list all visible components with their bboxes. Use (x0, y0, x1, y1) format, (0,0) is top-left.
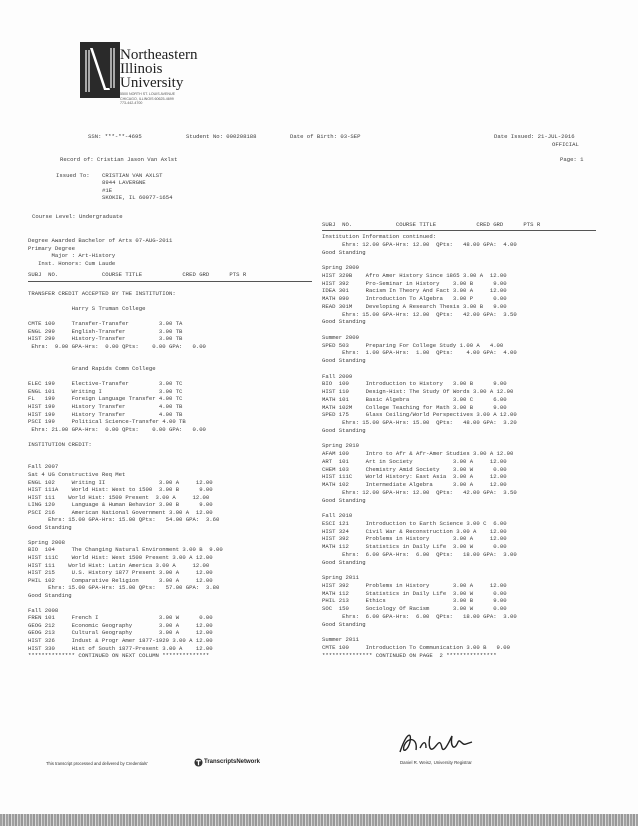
transcript-line: HIST 199 History Transfer 4.00 TB (28, 410, 183, 418)
transcript-line: HIST 392 Problems in History 3.00 A 12.00 (322, 535, 507, 543)
transcript-line: AFAM 100 Intro to Afr & Afr-Amer Studies 3.00 A 12.00 (322, 450, 514, 457)
left-column-header: SUBJ NO. COURSE TITLE CRED GRD PTS R (28, 271, 247, 278)
transcript-line: MATH 102 Intermediate Algebra 3.00 A 12.00 (322, 481, 507, 488)
ssn: SSN: ***-**-4695 (88, 133, 142, 140)
transcript-line: Good Standing (28, 523, 72, 531)
transcript-line (28, 350, 318, 358)
date-of-birth: Date of Birth: 03-SEP (290, 133, 361, 140)
transcript-line: Summer 2011 (322, 636, 359, 643)
transcript-line: Fall 2008 (28, 606, 59, 614)
transcript-line: ENGL 101 Writing I 3.00 TC (28, 387, 183, 395)
transcript-line: Institution Information continued: (322, 233, 437, 240)
transcript-line: Good Standing (322, 318, 366, 326)
left-column (28, 237, 318, 660)
transcript-line: Primary Degree (28, 244, 75, 252)
transcript-line: Inst. Honors: Cum Laude (28, 259, 116, 267)
issued-to-address (102, 172, 173, 202)
transcript-line: Spring 2008 (28, 538, 65, 546)
transcript-line: CHEM 103 Chemistry Amid Society 3.00 W 0.00 (322, 465, 507, 473)
transcript-line: Fall 2009 (322, 372, 353, 380)
transcript-line: MATH 112 Statistics in Daily Life 3.00 W 0.00 (322, 543, 507, 550)
transcripts-network-label: TranscriptsNetwork (204, 759, 261, 765)
transcript-line (28, 531, 318, 539)
transcript-line: Good Standing (322, 558, 366, 566)
transcript-line: CMTE 100 Transfer-Transfer 3.00 TA (28, 320, 183, 328)
transcript-line: Degree Awarded Bachelor of Arts 07-AUG-2011 (28, 237, 173, 244)
transcript-line: Ehrs: 1.00 GPA-Hrs: 1.00 QPts: 4.00 GPA: 4.00 (322, 349, 517, 357)
transcript-line (322, 435, 612, 443)
page-number: Page: 1 (560, 156, 584, 163)
transcript-line: FREN 101 French I 3.00 W 0.00 (28, 614, 213, 622)
transcript-line: Good Standing (28, 591, 72, 599)
issued-to-line: #1E (102, 186, 113, 194)
transcript-line: Ehrs: 12.00 GPA-Hrs: 12.00 QPts: 48.00 GPA: 4.00 (322, 240, 517, 248)
transcript-line: MATH 112 Statistics in Daily Life 3.00 W 0.00 (322, 589, 507, 597)
issued-to-label: Issued To: (56, 172, 90, 179)
transcript-line (28, 297, 318, 305)
transcript-line: ENGL 299 English-Transfer 3.00 TB (28, 327, 183, 335)
transcript-line: BIO 104 The Changing Natural Environment 3.00 B 9.00 (28, 546, 223, 554)
right-column (322, 233, 612, 659)
transcript-line: SOC 150 Sociology Of Racism 3.00 W 0.00 (322, 605, 507, 612)
transcript-line: HIST 215 U.S. History 1877 Present 3.00 A 12.00 (28, 569, 213, 577)
transcript-line (322, 566, 612, 574)
issued-to-line: 8944 LAVERGNE (102, 179, 146, 187)
transcript-line: HIST 111C World Hist: West 1500 Present 3.00 A 12.00 (28, 553, 213, 561)
transcript-line: Ehrs: 6.00 GPA-Hrs: 6.00 QPts: 18.00 GPA: 3.00 (322, 612, 517, 620)
transcript-line (28, 358, 318, 366)
transcript-line: READ 301M Developing A Research Thesis 3.00 B 9.00 (322, 302, 507, 310)
transcript-line (28, 448, 318, 456)
transcript-line: HIST 111 World Hist: Latin America 3.00 A 12.00 (28, 561, 210, 569)
transcript-line: Good Standing (322, 248, 366, 256)
university-address (120, 92, 175, 106)
scan-edge (0, 814, 638, 826)
transcript-line: Sat 4 UG Constructive Req Met (28, 470, 126, 478)
transcript-line: IDEA 301 Racism In Theory And Fact 3.00 A 12.00 (322, 287, 507, 295)
transcript-line: HIST 111C World History: East Asia 3.00 A 12.00 (322, 473, 507, 481)
transcript-line: HIST 299 History-Transfer 3.00 TB (28, 335, 183, 343)
transcript-line: LING 120 Language & Human Behavior 3.00 B 9.00 (28, 501, 213, 509)
transcript-line: GEOG 213 Cultural Geography 3.00 A 12.00 (28, 629, 213, 637)
transcript-line: Ehrs: 9.00 GPA-Hrs: 0.00 QPts: 0.00 GPA: 0.00 (28, 342, 206, 350)
transcript-line (28, 373, 318, 381)
transcript-line (28, 456, 318, 464)
transcript-line: Fall 2007 (28, 463, 59, 471)
transcript-line: HIST 326 Indust & Progr Amer 1877-1929 3.00 A 12.00 (28, 636, 213, 644)
right-column-header: SUBJ NO. COURSE TITLE CRED GRD PTS R (322, 221, 541, 228)
transcript-line: HIST 111A World Hist: West to 1500 3.00 B 9.00 (28, 486, 213, 494)
transcript-line: *************** CONTINUED ON PAGE 2 *************** (322, 651, 497, 659)
transcript-line (28, 433, 318, 441)
transcript-line: CMTE 100 Introduction To Communication 3.00 B 9.00 (322, 643, 510, 651)
transcript-line (28, 275, 318, 283)
address-line: CHICAGO, ILLINOIS 60625-4699 (120, 96, 174, 101)
transcript-line: MATH 101 Basic Algebra 3.00 C 6.00 (322, 395, 507, 403)
transcript-line: Ehrs: 15.00 GPA-Hrs: 15.00 QPts: 54.00 GPA: 3.60 (28, 516, 220, 524)
transcript-line: BIO 100 Introduction to History 3.00 B 9.00 (322, 380, 507, 388)
transcript-line: INSTITUTION CREDIT: (28, 440, 92, 448)
transcript-line: Spring 2011 (322, 574, 359, 581)
transcript-line: PHIL 102 Comparative Religion 3.00 A 12.00 (28, 576, 213, 584)
transcript-line: PHIL 213 Ethics 3.00 B 9.00 (322, 597, 507, 605)
issued-to-line: SKOKIE, IL 60077-1654 (102, 194, 173, 202)
course-level: Course Level: Undergraduate (32, 213, 123, 220)
transcript-line (322, 256, 612, 264)
transcript-line: HIST 392 Pro-Seminar in History 3.00 B 9.00 (322, 279, 507, 287)
transcript-line: SPED 175 Glass Ceiling/World Perspectives 3.00 A 12.00 (322, 411, 517, 419)
transcript-line: ELEC 199 Elective-Transfer 3.00 TC (28, 380, 183, 388)
official-stamp: OFFICIAL (552, 141, 579, 148)
transcript-line (28, 282, 318, 290)
university-name-line-3: University (120, 75, 184, 91)
transcripts-network-logo-icon (194, 758, 203, 767)
transcript-line: Major : Art-History (28, 252, 116, 260)
date-issued: Date Issued: 21-JUL-2016 (494, 133, 575, 140)
transcript-line: ENGL 102 Writing II 3.00 A 12.00 (28, 478, 213, 486)
transcript-line: Ehrs: 15.00 GPA-Hrs: 15.00 QPts: 48.00 GPA: 3.20 (322, 419, 517, 426)
transcript-line: PSCI 199 Political Science-Transfer 4.00 TB (28, 418, 186, 426)
transcript-line: Good Standing (322, 620, 366, 628)
transcript-line: MATH 090 Introduction To Algebra 3.00 P 0.00 (322, 295, 507, 302)
transcript-line: Summer 2009 (322, 333, 359, 341)
transcript-line: Harry S Truman College (28, 304, 146, 312)
transcript-line: GEOG 212 Economic Geography 3.00 A 12.00 (28, 621, 213, 629)
address-line: 773-442-4700 (120, 101, 143, 106)
transcript-line (322, 628, 612, 636)
transcript-line: Grand Rapids Comm College (28, 365, 156, 373)
registrar-signature-icon (396, 728, 476, 758)
transcript-line: PSCI 216 American National Government 3.00 A 12.00 (28, 508, 213, 516)
record-of: Record of: Cristian Jason Van Axlst (60, 156, 178, 163)
transcript-line: HIST 324 Civil War & Reconstruction 3.00 A 12.00 (322, 527, 507, 535)
neiu-logo-icon (80, 42, 120, 98)
registrar-name: Daniel R. Weisz, University Registrar (400, 760, 472, 765)
transcript-line (28, 267, 318, 275)
transcript-line: ************** CONTINUED ON NEXT COLUMN ************** (28, 652, 210, 660)
transcript-line: HIST 199 History Transfer 4.00 TB (28, 403, 183, 411)
transcript-line: Spring 2009 (322, 264, 359, 271)
transcript-line (322, 504, 612, 512)
transcript-line: Ehrs: 12.00 GPA-Hrs: 12.00 QPts: 42.00 GPA: 3.50 (322, 488, 517, 496)
transcript-line: SPED 503 Preparing For College Study 1.00 A 4.00 (322, 341, 504, 349)
university-name-line-1: Northeastern (120, 47, 198, 63)
student-number: Student No: 000208188 (186, 133, 257, 140)
transcript-line: Good Standing (322, 426, 366, 434)
address-line: 5500 NORTH ST. LOUIS AVENUE (120, 92, 175, 96)
transcript-line: Ehrs: 15.00 GPA-Hrs: 15.00 QPts: 57.00 GPA: 3.80 (28, 584, 220, 592)
transcript-line (28, 312, 318, 320)
university-name-line-2: Illinois (120, 61, 163, 77)
university-name (120, 48, 197, 90)
transcript-line: Spring 2010 (322, 442, 359, 450)
transcript-line: Good Standing (322, 496, 366, 504)
transcript-line: FL 199 Foreign Language Transfer 4.00 TC (28, 395, 183, 403)
transcript-line: Fall 2010 (322, 512, 353, 519)
transcript-line: HIST 111 World Hist: 1500 Present 3.00 A 12.00 (28, 493, 210, 501)
transcript-line: ESCI 121 Introduction to Earth Science 3.00 C 6.00 (322, 519, 507, 527)
transcript-line: Ehrs: 6.00 GPA-Hrs: 6.00 QPts: 18.00 GPA: 3.00 (322, 550, 517, 558)
transcript-line: HIST 330 Hist of South 1877-Present 3.00 A 12.00 (28, 644, 213, 652)
transcript-line: HIST 329B Afro Amer History Since 1865 3.00 A 12.00 (322, 271, 507, 279)
transcript-line: ART 101 Art in Society 3.00 A 12.00 (322, 457, 507, 465)
transcript-line (322, 365, 612, 373)
transcript-line: Ehrs: 21.00 GPA-Hrs: 0.00 QPts: 0.00 GPA: 0.00 (28, 425, 206, 433)
transcript-line (28, 599, 318, 607)
transcript-line: HIST 110 Design-Hist: The Study Of Words 3.00 A 12.00 (322, 388, 514, 395)
issued-to-line: CRISTIAN VAN AXLST (102, 172, 163, 179)
transcript-line: MATH 102M College Teaching for Math 3.00 B 9.00 (322, 403, 507, 411)
transcript-line: TRANSFER CREDIT ACCEPTED BY THE INSTITUTION: (28, 289, 176, 297)
footer-processed-by: This transcript processed and delivered by Credentials' (46, 761, 148, 766)
transcript-line: Good Standing (322, 357, 366, 364)
transcript-line (322, 326, 612, 334)
right-header-rule (322, 230, 596, 231)
transcript-line: Ehrs: 15.00 GPA-Hrs: 12.00 QPts: 42.00 GPA: 3.50 (322, 310, 517, 318)
transcript-line: HIST 392 Problems in History 3.00 A 12.00 (322, 581, 507, 589)
